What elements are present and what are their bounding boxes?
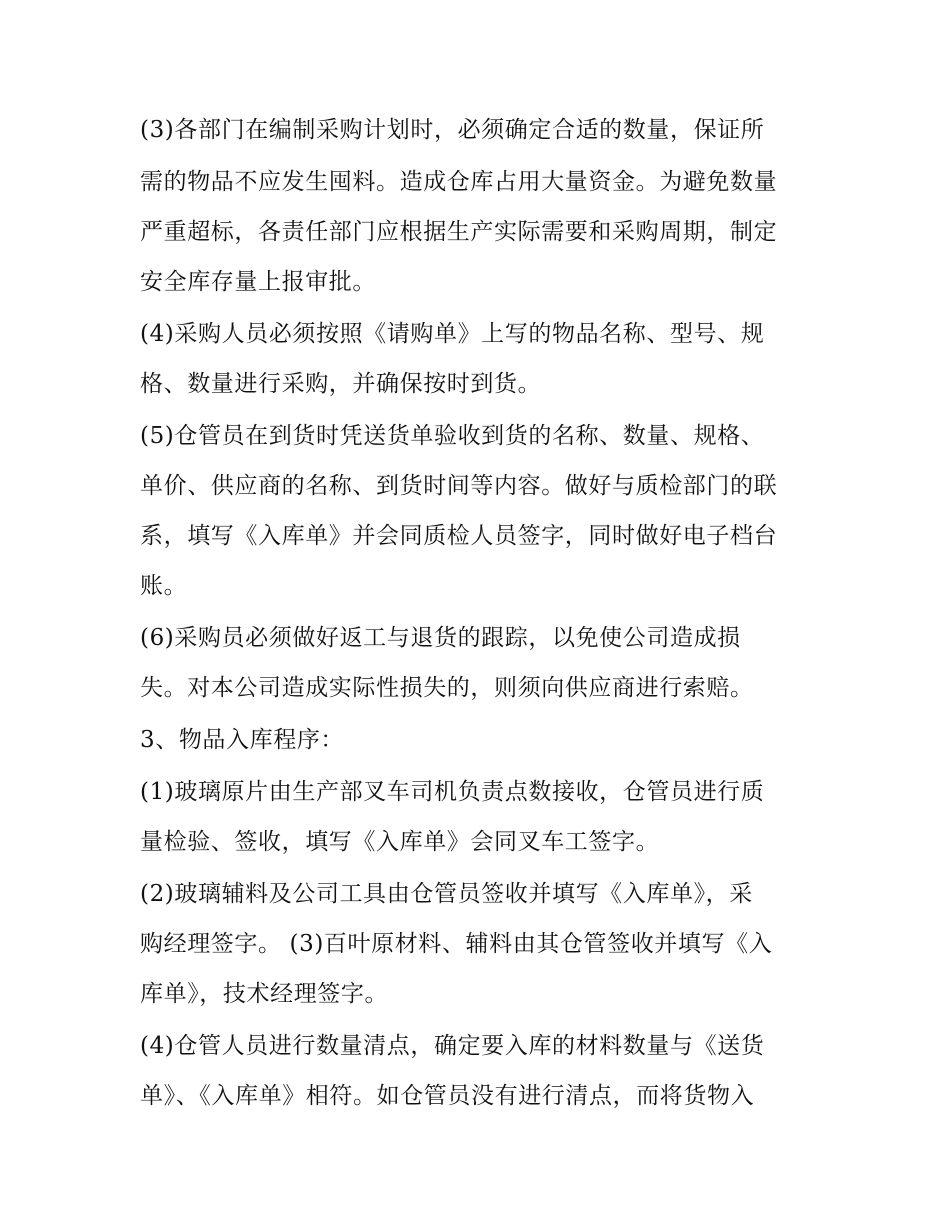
paragraph-4-line-2: 格、数量进行采购，并确保按时到货。 xyxy=(140,371,542,397)
receiving-item-4-line-1: (4)仓管人员进行数量清点，确定要入库的材料数量与《送货 xyxy=(140,1033,765,1059)
paragraph-6-line-2: 失。对本公司造成实际性损失的，则须向供应商进行索赔。 xyxy=(140,675,754,701)
paragraph-5-line-2: 单价、供应商的名称、到货时间等内容。做好与质检部门的联 xyxy=(140,473,778,499)
receiving-item-1-line-1: (1)玻璃原片由生产部叉车司机负责点数接收，仓管员进行质 xyxy=(140,779,765,805)
receiving-item-4-line-2: 单》、《入库单》相符。如仓管员没有进行清点，而将货物入 xyxy=(140,1083,755,1109)
paragraph-4-line-1: (4)采购人员必须按照《请购单》上写的物品名称、型号、规 xyxy=(140,321,765,347)
paragraph-5-line-4: 账。 xyxy=(140,573,188,599)
paragraph-6-line-1: (6)采购员必须做好返工与退货的跟踪，以免使公司造成损 xyxy=(140,625,741,651)
paragraph-5-line-1: (5)仓管员在到货时凭送货单验收到货的名称、数量、规格、 xyxy=(140,423,765,449)
paragraph-5-line-3: 系，填写《入库单》并会同质检人员签字，同时做好电子档台 xyxy=(140,523,778,549)
paragraph-3-line-3: 严重超标，各责任部门应根据生产实际需要和采购周期，制定 xyxy=(140,219,778,245)
receiving-item-3-line-2: 库单》，技术经理签字。 xyxy=(140,981,389,1007)
receiving-item-2-line-1: (2)玻璃辅料及公司工具由仓管员签收并填写《入库单》，采 xyxy=(140,881,753,907)
receiving-item-2-line-2: 购经理签字。 (3)百叶原材料、辅料由其仓管签收并填写《入 xyxy=(140,931,773,957)
paragraph-3-line-4: 安全库存量上报审批。 xyxy=(140,269,376,295)
paragraph-3-line-2: 需的物品不应发生囤料。造成仓库占用大量资金。为避免数量 xyxy=(140,169,778,195)
section-heading: 3、物品入库程序： xyxy=(140,727,345,753)
paragraph-3-line-1: (3)各部门在编制采购计划时，必须确定合适的数量，保证所 xyxy=(140,117,765,143)
receiving-item-1-line-2: 量检验、签收，填写《入库单》会同叉车工签字。 xyxy=(140,829,660,855)
